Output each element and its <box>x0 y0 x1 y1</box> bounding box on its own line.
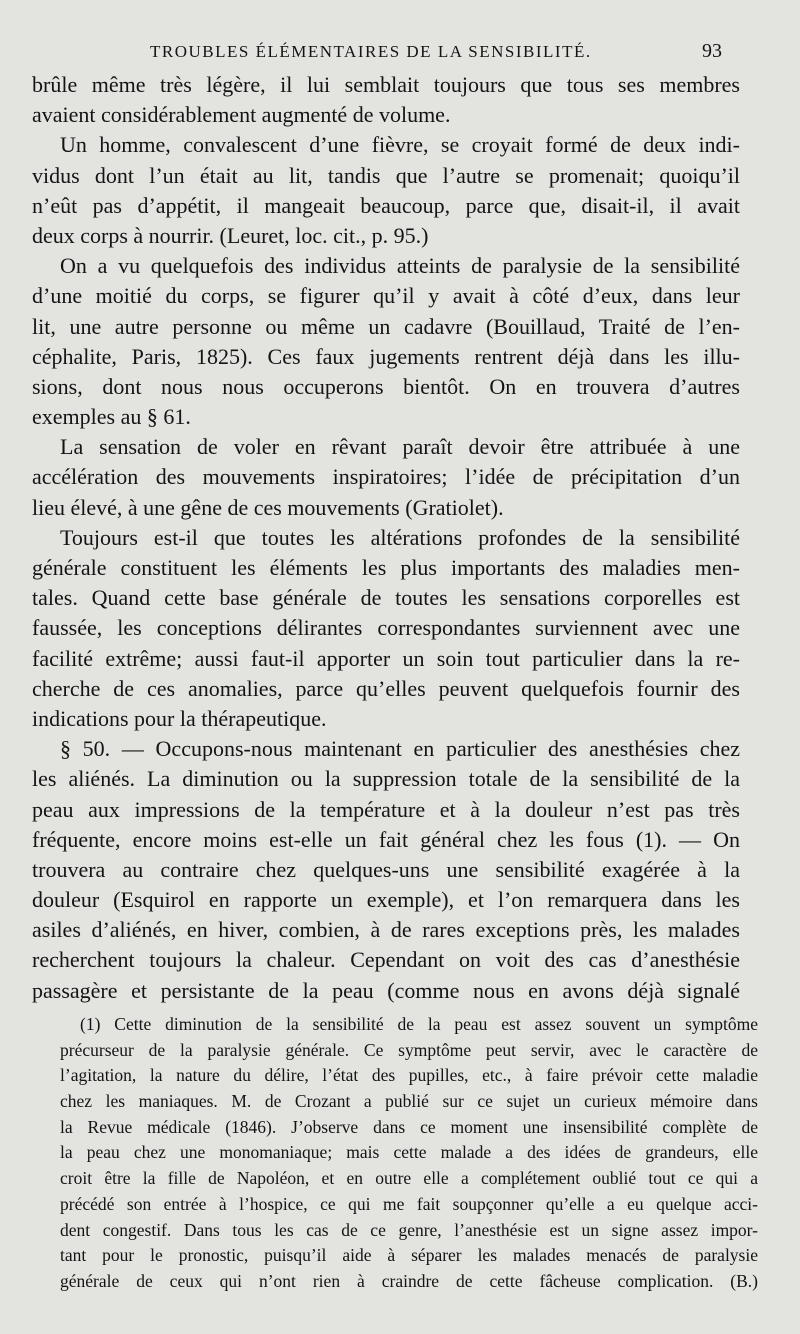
text-line: trouvera au contraire chez quelques-uns une sensibilité exagérée à la <box>32 856 740 882</box>
text-line: deux corps à nourrir. (Leuret, loc. cit., p. 95.) <box>32 222 429 248</box>
text-line: Un homme, convalescent d’une fièvre, se croyait formé de deux indi- <box>60 132 740 158</box>
text-line: d’une moitié du corps, se figurer qu’il y avait à côté d’eux, dans leur <box>32 283 740 309</box>
text-line: faussée, les conceptions délirantes correspondantes surviennent avec une <box>32 615 740 641</box>
page-header <box>0 42 800 66</box>
footnote-line: la peau chez une monomaniaque; mais cette malade a des idées de grandeurs, elle <box>60 1142 758 1163</box>
text-line: n’eût pas d’appétit, il mangeait beaucoup, parce que, disait-il, il avait <box>32 192 740 218</box>
text-line: peau aux impressions de la température et à la douleur n’est pas très <box>32 796 740 822</box>
text-line: générale constituent les éléments les plus importants des maladies men- <box>32 555 740 580</box>
running-head: TROUBLES ÉLÉMENTAIRES DE LA SENSIBILITÉ. <box>150 42 592 61</box>
body-text <box>32 70 740 1006</box>
text-line: cherche de ces anomalies, parce qu’elles peuvent quelquefois fournir des <box>32 675 740 701</box>
footnote-line: précédé son entrée à l’hospice, ce qui me fait soupçonner qu’elle a eu quelque acci- <box>60 1193 758 1214</box>
text-line: fréquente, encore moins est-elle un fait général chez les fous (1). — On <box>32 826 740 852</box>
page-number: 93 <box>702 40 722 62</box>
text-line: passagère et persistante de la peau (comme nous en avons déjà signalé <box>32 977 740 1003</box>
text-line: avaient considérablement augmenté de volume. <box>32 102 451 128</box>
footnote <box>60 1012 758 1295</box>
footnote-line: générale de ceux qui n’ont rien à craindre de cette fâcheuse complication. (B.) <box>60 1270 758 1291</box>
text-line: accélération des mouvements inspiratoires; l’idée de précipitation d’un <box>32 464 740 490</box>
text-line: vidus dont l’un était au lit, tandis que l’autre se promenait; quoiqu’il <box>32 162 740 188</box>
text-line: On a vu quelquefois des individus atteints de paralysie de la sensibilité <box>60 253 740 279</box>
text-line: douleur (Esquirol en rapporte un exemple), et l’on remarquera dans les <box>32 887 740 913</box>
section-heading-line: § 50. — Occupons-nous maintenant en particulier des anesthésies chez <box>60 736 740 762</box>
text-line: les aliénés. La diminution ou la suppression totale de la sensibilité de la <box>32 766 740 792</box>
footnote-line: croit être la fille de Napoléon, et en outre elle a complétement oublié tout ce qui a <box>60 1168 758 1189</box>
footnote-line: précurseur de la paralysie générale. Ce symptôme peut servir, avec le caractère de <box>60 1039 758 1060</box>
footnote-line: tant pour le pronostic, puisqu’il aide à séparer les malades menacés de paralysie <box>60 1245 758 1266</box>
text-line: lit, une autre personne ou même un cadavre (Bouillaud, Traité de l’en- <box>32 313 740 339</box>
footnote-line: (1) Cette diminution de la sensibilité de la peau est assez souvent un symptôme <box>80 1014 758 1034</box>
text-line: céphalite, Paris, 1825). Ces faux jugements rentrent déjà dans les illu- <box>32 343 740 369</box>
footnote-line: chez les maniaques. M. de Crozant a publié sur ce sujet un curieux mémoire dans <box>60 1091 758 1112</box>
footnote-line: la Revue médicale (1846). J’observe dans ce moment une insensibilité complète de <box>60 1116 758 1137</box>
text-line: sions, dont nous nous occuperons bientôt. On en trouvera d’autres <box>32 373 740 399</box>
text-line: asiles d’aliénés, en hiver, combien, à de rares exceptions près, les malades <box>32 917 740 943</box>
text-line: lieu élevé, à une gêne de ces mouvements (Gratiolet). <box>32 494 504 520</box>
footnote-line: l’agitation, la nature du délire, l’état des pupilles, etc., à faire prévoir cette maladie <box>60 1065 758 1086</box>
text-line: Toujours est-il que toutes les altérations profondes de la sensibilité <box>60 524 740 550</box>
footnote-line: dent congestif. Dans tous les cas de ce genre, l’anesthésie est un signe assez impor- <box>60 1219 758 1240</box>
text-line: facilité extrême; aussi faut-il apporter un soin tout particulier dans la re- <box>32 645 740 671</box>
text-line: brûle même très légère, il lui semblait toujours que tous ses membres <box>32 72 740 97</box>
text-line: tales. Quand cette base générale de toutes les sensations corporelles est <box>32 585 740 611</box>
text-line: La sensation de voler en rêvant paraît devoir être attribuée à une <box>60 434 740 460</box>
text-line: indications pour la thérapeutique. <box>32 705 327 731</box>
text-line: recherchent toujours la chaleur. Cependant on voit des cas d’anesthésie <box>32 947 740 973</box>
text-line: exemples au § 61. <box>32 404 191 430</box>
